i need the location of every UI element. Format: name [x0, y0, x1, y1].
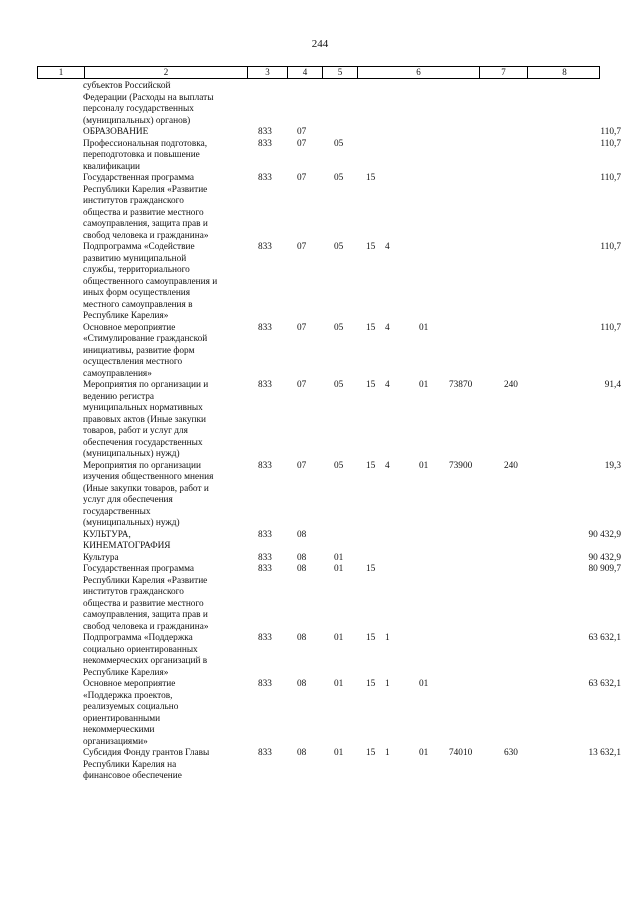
cell-c7: 630 — [504, 748, 518, 758]
row-name: Подпрограмма «Поддержка социально ориентированных некоммерческих организаций в Республике Карелия» — [83, 633, 208, 678]
table-header — [37, 66, 600, 79]
table-row — [0, 461, 640, 530]
cell-c8: 110,7 — [600, 322, 621, 333]
cell-c3: 833 — [258, 138, 272, 149]
cell-c3: 833 — [258, 242, 272, 252]
cell-c4: 07 — [297, 242, 307, 252]
cell-c6b: 1 — [385, 748, 390, 758]
cell-c4: 07 — [297, 127, 307, 137]
row-name: Мероприятия по организации изучения общественного мнения (Иные закупки товаров, работ и услуг для обеспечения государственных (муниципальных) нужд) — [83, 460, 214, 528]
cell-c4: 08 — [297, 633, 307, 643]
page-number: 244 — [311, 38, 329, 50]
cell-c8: 80 909,7 — [588, 564, 621, 574]
cell-c8: 90 432,9 — [588, 552, 621, 563]
cell-c4: 07 — [297, 460, 307, 471]
cell-c6a: 15 — [366, 322, 376, 333]
cell-c7: 240 — [504, 380, 518, 390]
cell-c3: 833 — [258, 322, 272, 333]
cell-c3: 833 — [258, 380, 272, 390]
table-row — [0, 127, 640, 139]
cell-c6c: 01 — [419, 679, 429, 689]
cell-c5: 05 — [334, 242, 344, 252]
row-name: Основное мероприятие «Поддержка проектов, реализуемых социально ориентированными некоммерческими организациями» — [83, 679, 179, 747]
cell-c8: 110,7 — [600, 242, 621, 252]
cell-c6a: 15 — [366, 748, 376, 758]
cell-c3: 833 — [258, 127, 272, 137]
cell-c6b: 4 — [385, 242, 390, 252]
table-row — [0, 139, 640, 174]
row-name: Подпрограмма «Содействие развитию муниципальной службы, территориального общественного самоуправления и иных форм осуществления местного самоуправления в Республике Карелия» — [83, 242, 218, 321]
cell-c8: 110,7 — [600, 138, 621, 149]
cell-c5: 05 — [334, 173, 344, 183]
table-row — [0, 748, 640, 783]
cell-c6b: 1 — [385, 633, 390, 643]
cell-c6a: 15 — [366, 173, 376, 183]
header-col-5: 5 — [323, 67, 358, 78]
cell-c8: 90 432,9 — [588, 529, 621, 540]
cell-c4: 07 — [297, 138, 307, 149]
cell-c6a: 15 — [366, 380, 376, 390]
cell-c4: 08 — [297, 748, 307, 758]
table-row — [0, 81, 640, 127]
cell-c6c: 01 — [419, 748, 429, 758]
cell-c6a: 15 — [366, 242, 376, 252]
cell-c4: 08 — [297, 564, 307, 574]
cell-c3: 833 — [258, 529, 272, 540]
cell-c8: 110,7 — [600, 127, 621, 137]
cell-c6a: 15 — [366, 633, 376, 643]
cell-c6c: 01 — [419, 380, 429, 390]
cell-c4: 08 — [297, 529, 307, 540]
cell-c3: 833 — [258, 564, 272, 574]
cell-c5: 01 — [334, 748, 344, 758]
cell-c4: 07 — [297, 322, 307, 333]
row-name: Государственная программа Республики Карелия «Развитие институтов гражданского общества и развитие местного самоуправления, защита прав и свобод человека и гражданина» — [83, 173, 209, 241]
cell-c5: 01 — [334, 679, 344, 689]
cell-c6b: 1 — [385, 679, 390, 689]
row-name: Мероприятия по организации и ведению регистра муниципальных нормативных правовых актов (Иные закупки товаров, работ и услуг для обеспечения государственных (муниципальных) нужд) — [83, 380, 209, 459]
row-name: Профессиональная подготовка, переподготовка и повышение квалификации — [83, 138, 208, 172]
cell-c3: 833 — [258, 460, 272, 471]
cell-c5: 05 — [334, 460, 344, 471]
cell-c5: 05 — [334, 380, 344, 390]
table-row — [0, 242, 640, 323]
cell-c6a: 15 — [366, 460, 376, 471]
row-name: КУЛЬТУРА, КИНЕМАТОГРАФИЯ — [83, 529, 171, 551]
cell-c3: 833 — [258, 633, 272, 643]
row-name: Государственная программа Республики Карелия «Развитие институтов гражданского общества и развитие местного самоуправления, защита прав и свобод человека и гражданина» — [83, 564, 209, 632]
cell-c6b: 4 — [385, 460, 390, 471]
header-col-8: 8 — [562, 67, 567, 77]
table-row — [0, 564, 640, 633]
row-name: субъектов Российской Федерации (Расходы на выплаты персоналу государственных (муниципальных) органов) — [83, 81, 214, 126]
cell-c6b: 4 — [385, 380, 390, 390]
row-name: Культура — [83, 552, 119, 563]
cell-c6a: 15 — [366, 564, 376, 574]
cell-c6b: 4 — [385, 322, 390, 333]
table-row — [0, 530, 640, 553]
table-row — [0, 380, 640, 461]
header-col-6: 6 — [358, 67, 480, 78]
cell-c8: 91,4 — [604, 380, 621, 390]
cell-c3: 833 — [258, 173, 272, 183]
table-body — [0, 81, 640, 783]
cell-c6d: 73870 — [449, 380, 473, 390]
table-row — [0, 633, 640, 679]
cell-c6d: 74010 — [449, 748, 473, 758]
header-col-1: 1 — [38, 67, 85, 78]
cell-c4: 07 — [297, 380, 307, 390]
cell-c5: 01 — [334, 633, 344, 643]
header-col-4: 4 — [288, 67, 323, 78]
cell-c8: 63 632,1 — [588, 633, 621, 643]
cell-c4: 08 — [297, 679, 307, 689]
cell-c6c: 01 — [419, 322, 429, 333]
cell-c7: 240 — [504, 460, 518, 471]
cell-c4: 07 — [297, 173, 307, 183]
cell-c3: 833 — [258, 679, 272, 689]
cell-c6c: 01 — [419, 460, 429, 471]
cell-c6d: 73900 — [449, 460, 473, 471]
header-col-7: 7 — [480, 67, 528, 78]
cell-c5: 01 — [334, 564, 344, 574]
row-name: Основное мероприятие «Стимулирование гражданской инициативы, развитие форм осуществления местного самоуправления» — [83, 322, 208, 379]
cell-c5: 01 — [334, 552, 344, 563]
cell-c5: 05 — [334, 322, 344, 333]
cell-c8: 19,3 — [604, 460, 621, 471]
cell-c3: 833 — [258, 748, 272, 758]
row-name: ОБРАЗОВАНИЕ — [83, 127, 149, 137]
table-row — [0, 173, 640, 242]
cell-c5: 05 — [334, 138, 344, 149]
table-row — [0, 679, 640, 748]
header-col-2: 2 — [85, 67, 248, 78]
header-col-3: 3 — [248, 67, 288, 78]
row-name: Субсидия Фонду грантов Главы Республики Карелия на финансовое обеспечение — [83, 748, 210, 781]
table-row — [0, 553, 640, 565]
cell-c8: 63 632,1 — [588, 679, 621, 689]
cell-c8: 13 632,1 — [588, 748, 621, 758]
cell-c6a: 15 — [366, 679, 376, 689]
cell-c3: 833 — [258, 552, 272, 563]
cell-c4: 08 — [297, 552, 307, 563]
cell-c8: 110,7 — [600, 173, 621, 183]
table-row — [0, 323, 640, 381]
